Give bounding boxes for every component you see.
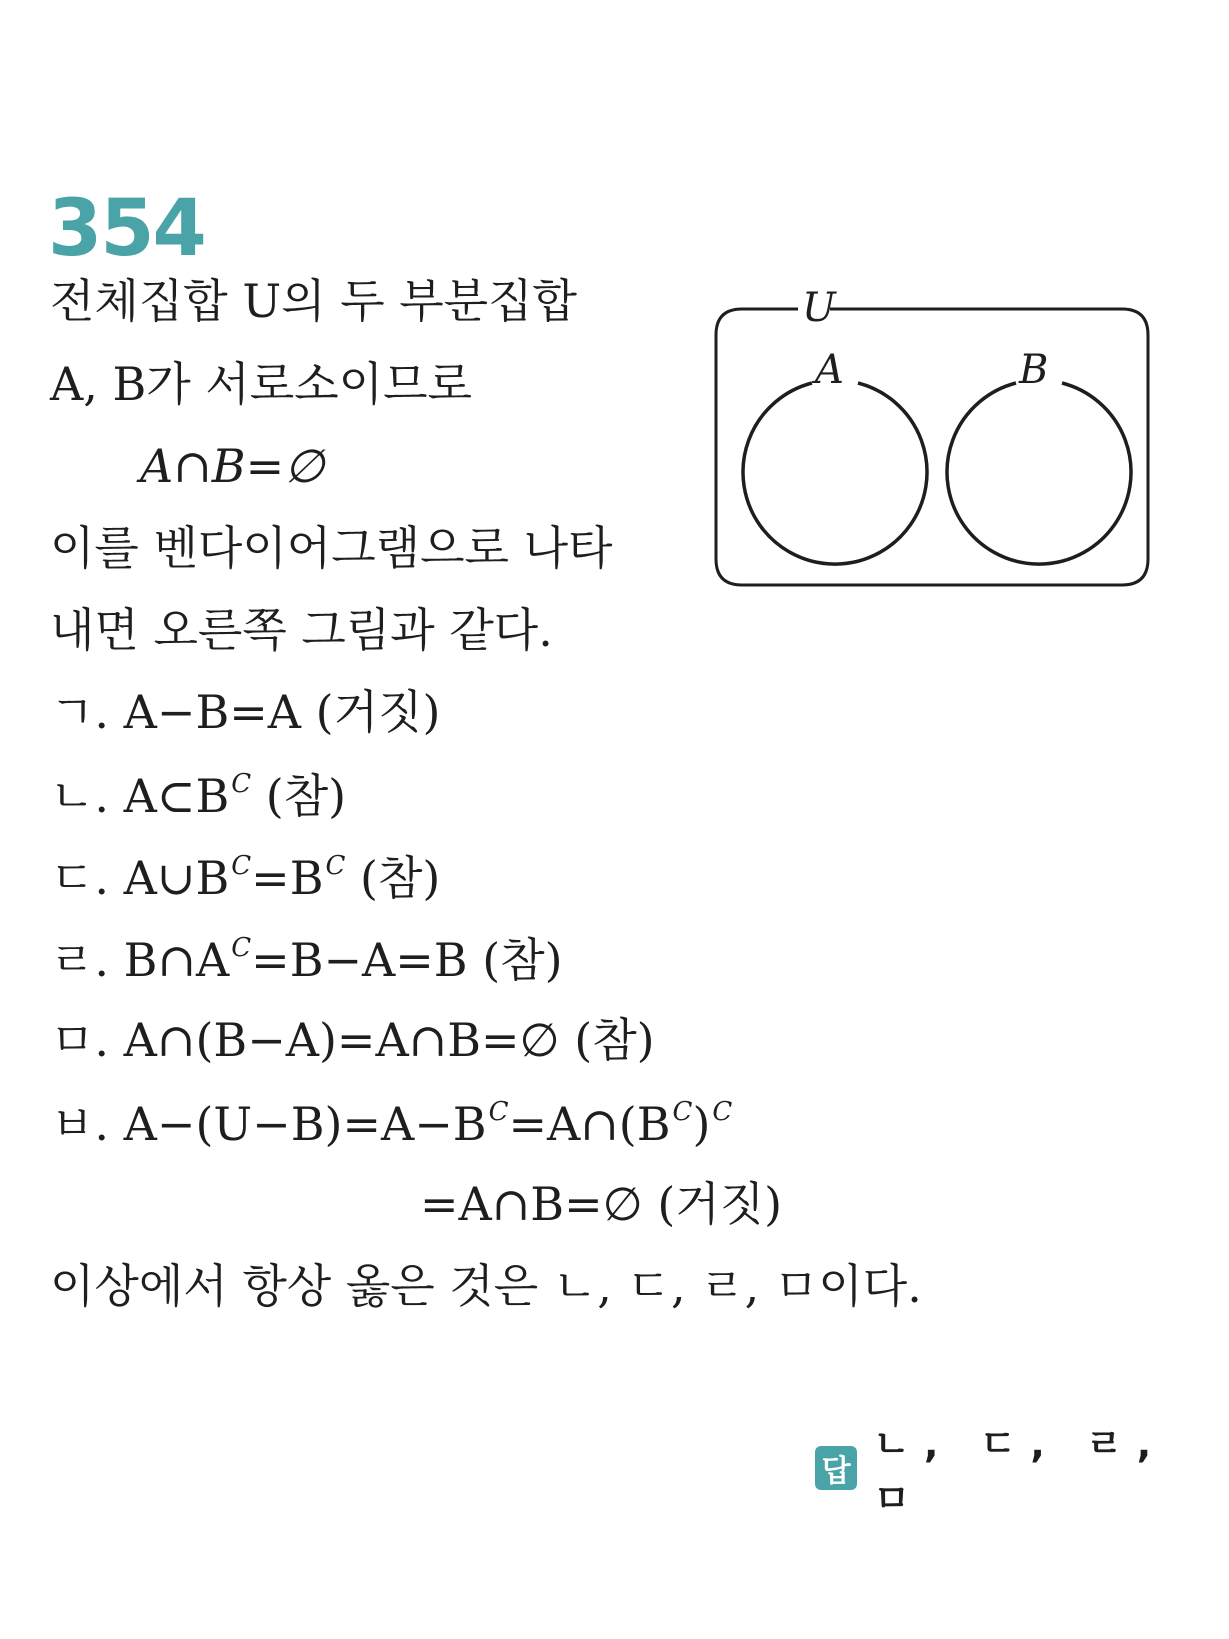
line-11-main: ㅂ. A−(U−B)=A−B — [50, 1097, 487, 1151]
line-8-tail: (참) — [345, 851, 441, 905]
solution-line-3: A∩B=∅ — [140, 439, 325, 493]
line-7-tail: (참) — [251, 769, 347, 823]
venn-diagram — [710, 285, 1160, 610]
line-9-main: ㄹ. B∩A — [50, 933, 230, 987]
universe-box — [716, 309, 1148, 585]
line-11-mid: =A∩(B — [508, 1097, 671, 1151]
solution-line-9 — [50, 933, 563, 987]
complement-sup: C — [231, 851, 252, 881]
answer-row — [815, 1413, 1229, 1523]
solution-line-1: 전체집합 U의 두 부분집합 — [50, 274, 577, 328]
line-8-mid: =B — [251, 851, 324, 905]
line-8-main: ㄷ. A∪B — [50, 851, 230, 905]
problem-number: 354 — [48, 184, 205, 274]
solution-line-10: ㅁ. A∩(B−A)=A∩B=∅ (참) — [50, 1013, 655, 1067]
set-a-label: A — [815, 347, 844, 393]
universe-label: U — [802, 285, 836, 331]
set-b-label: B — [1019, 347, 1049, 393]
solution-line-5: 내면 오른쪽 그림과 같다. — [50, 603, 553, 657]
answer-text: ㄴ, ㄷ, ㄹ, ㅁ — [873, 1422, 1166, 1521]
complement-sup: C — [231, 933, 252, 963]
complement-sup: C — [325, 851, 346, 881]
solution-line-11 — [50, 1097, 733, 1151]
solution-line-13: 이상에서 항상 옳은 것은 ㄴ, ㄷ, ㄹ, ㅁ이다. — [50, 1259, 922, 1313]
line-11-mid2: ) — [692, 1097, 711, 1151]
complement-sup: C — [672, 1097, 693, 1127]
solution-line-8 — [50, 851, 441, 905]
line-7-main: ㄴ. A⊂B — [50, 769, 230, 823]
complement-sup: C — [712, 1097, 733, 1127]
solution-line-12: =A∩B=∅ (거짓) — [420, 1177, 783, 1231]
set-b-circle — [947, 383, 1131, 564]
solution-line-7 — [50, 769, 347, 823]
solution-line-2: A, B가 서로소이므로 — [50, 357, 472, 411]
solution-line-6: ㄱ. A−B=A (거짓) — [50, 685, 441, 739]
complement-sup: C — [231, 769, 252, 799]
set-a-circle — [743, 383, 927, 564]
complement-sup: C — [488, 1097, 509, 1127]
line-9-tail: =B−A=B (참) — [251, 933, 563, 987]
solution-line-4: 이를 벤다이어그램으로 나타 — [50, 521, 613, 575]
answer-badge: 답 — [815, 1446, 857, 1490]
